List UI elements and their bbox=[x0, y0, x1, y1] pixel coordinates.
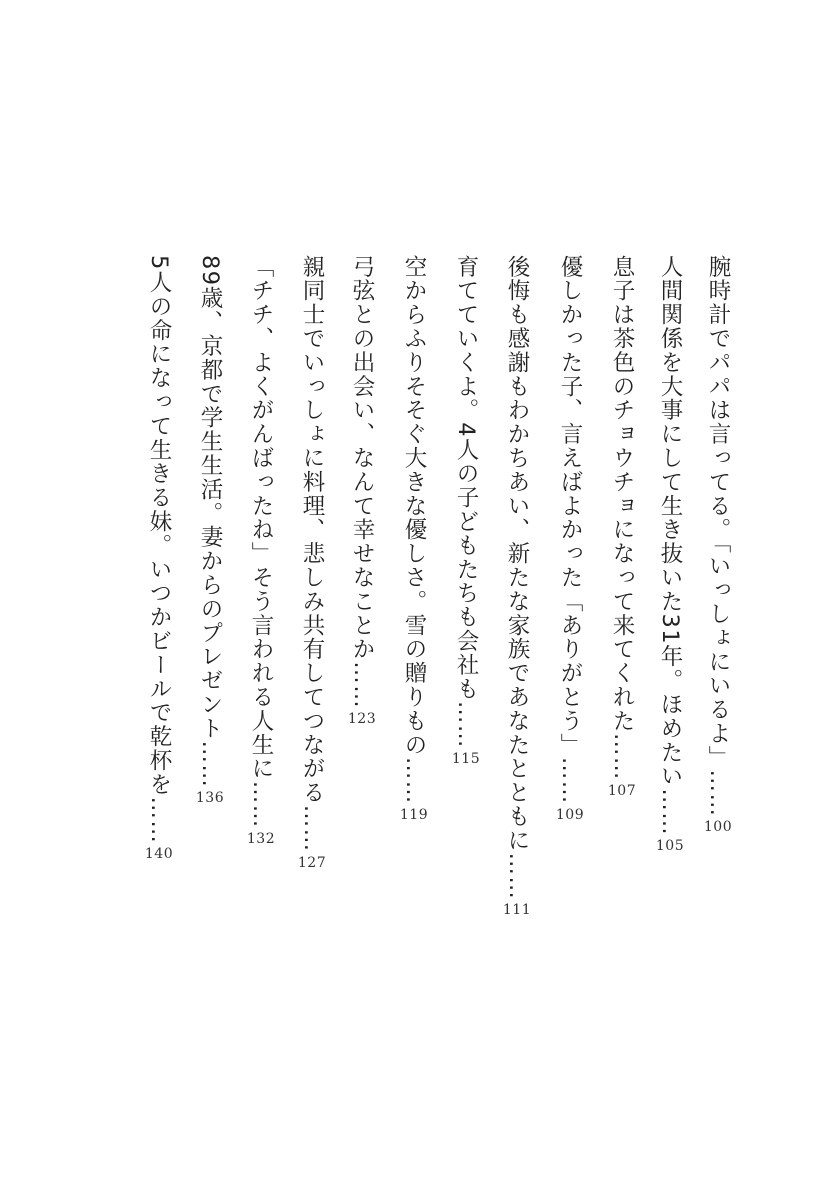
toc-entry-title: 人間関係を大事にして生き抜いた31年。ほめたい…… bbox=[657, 255, 683, 837]
toc-entry-title: 後悔も感謝もわかちあい、新たな家族であなたとともに…… bbox=[504, 255, 530, 901]
toc-entry bbox=[193, 255, 227, 806]
toc-entry-title: 弓弦との出会い、なんて幸せなことか…… bbox=[349, 255, 375, 710]
toc-entry bbox=[553, 255, 587, 823]
toc-entry-page-number: 109 bbox=[555, 806, 585, 823]
toc-entry bbox=[653, 255, 687, 854]
toc-entry-page-number: 132 bbox=[246, 830, 276, 847]
toc-entry-page-number: 119 bbox=[399, 806, 429, 823]
toc-entry-title: 息子は茶色のチョウチョになって来てくれた…… bbox=[609, 255, 635, 781]
toc-entry-page-number: 105 bbox=[655, 838, 685, 855]
toc-entry-title: 5人の命になって生きる妹。いつかビールで乾杯を…… bbox=[146, 255, 172, 845]
toc-entry-page-number: 136 bbox=[195, 790, 225, 807]
toc-entry bbox=[345, 255, 379, 727]
toc-entry-page-number: 127 bbox=[297, 854, 327, 871]
toc-entry-page-number: 123 bbox=[347, 711, 377, 728]
toc-entry-title: 89歳、京都で学生生活。妻からのプレゼント…… bbox=[197, 255, 223, 789]
toc-entry-page-number: 115 bbox=[451, 750, 481, 767]
toc-entry-page-number: 111 bbox=[502, 902, 532, 919]
toc-entry bbox=[142, 255, 176, 862]
toc-entry bbox=[701, 255, 735, 835]
toc-entry bbox=[295, 255, 329, 871]
toc-entry-title: 「チチ、よくがんばったね」そう言われる人生に…… bbox=[248, 255, 274, 829]
toc-entry-title: 育てていくよ。4人の子どもたちも会社も…… bbox=[453, 255, 479, 749]
toc-entry-title: 親同士でいっしょに料理、悲しみ共有してつながる…… bbox=[299, 255, 325, 853]
toc-entry-title: 腕時計でパパは言ってる。「いっしょにいるよ」…… bbox=[705, 255, 731, 818]
toc-entry bbox=[244, 255, 278, 847]
toc-entry-title: 優しかった子、言えばよかった「ありがとう」…… bbox=[557, 255, 583, 805]
toc-entry-title: 空からふりそそぐ大きな優しさ。雪の贈りもの…… bbox=[401, 255, 427, 805]
toc-entry-page-number: 100 bbox=[703, 819, 733, 836]
toc-entry-page-number: 140 bbox=[144, 846, 174, 863]
toc-entry bbox=[397, 255, 431, 823]
toc-entry-page-number: 107 bbox=[607, 782, 637, 799]
toc-entry bbox=[449, 255, 483, 767]
toc-entry bbox=[500, 255, 534, 918]
toc-entry bbox=[605, 255, 639, 799]
